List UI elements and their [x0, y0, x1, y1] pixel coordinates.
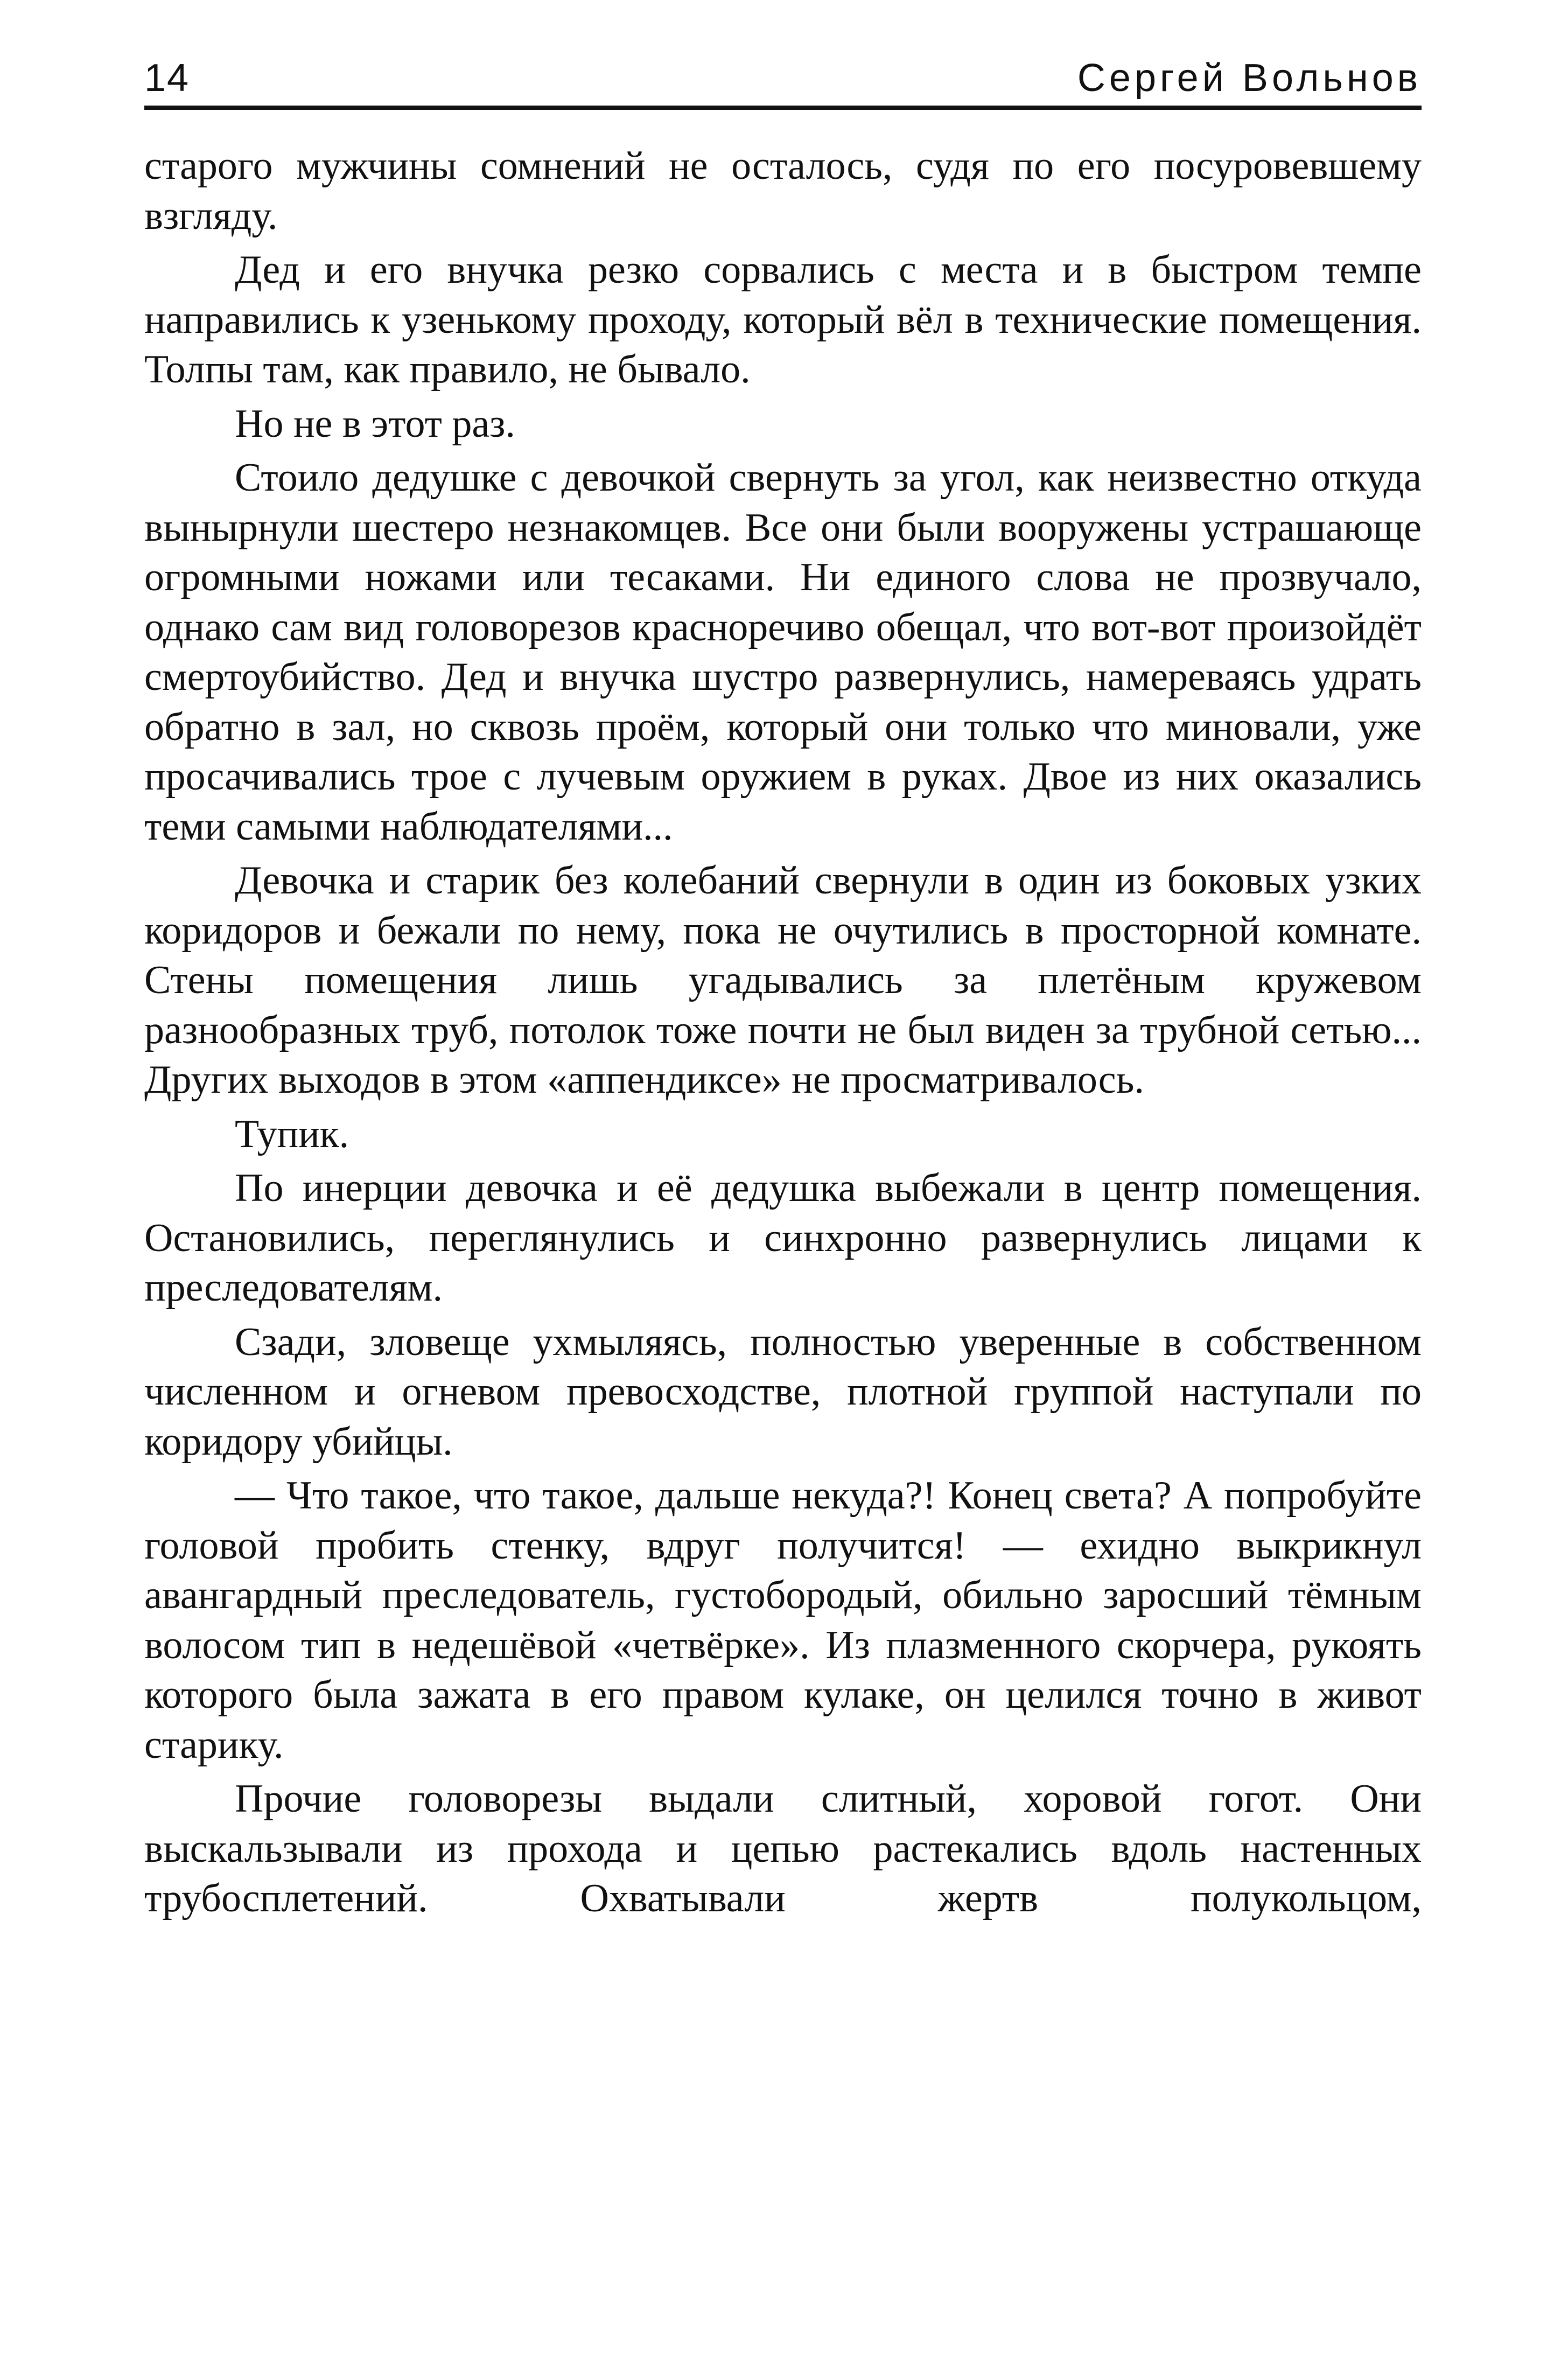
- paragraph: Тупик.: [235, 1112, 349, 1156]
- paragraph: Дед и его внучка резко сорвались с места и в быстром темпе направились к узенькому проходу, который вёл в технические помещения. Толпы там, как правило, не бывало.: [144, 248, 1422, 392]
- body-text: [144, 141, 1422, 1928]
- running-head-author: Сергей Вольнов: [1077, 57, 1422, 100]
- header-rule: [144, 106, 1422, 110]
- paragraph: Сзади, зловеще ухмыляясь, полностью уверенные в собственном численном и огневом превосходстве, плотной группой наступали по коридору убийцы.: [144, 1319, 1422, 1464]
- paragraph: Но не в этот раз.: [235, 401, 515, 446]
- paragraph: Стоило дедушке с девочкой свернуть за угол, как неизвестно откуда вынырнули шестеро незнакомцев. Все они были вооружены устрашающе огромными ножами или тесаками. Ни единого слова не прозвучало, однако сам вид головорезов красноречиво обещал, что вот-вот произойдёт смертоубийство. Дед и внучка шустро развернулись, намереваясь удрать обратно в зал, но сквозь проём, который они только что миновали, уже просачивались трое с лучевым оружием в руках. Двое из них оказались теми самыми наблюдателями...: [144, 456, 1422, 849]
- page-header: [144, 51, 1422, 110]
- paragraph: старого мужчины сомнений не осталось, судя по его посуровевшему взгляду.: [144, 144, 1422, 238]
- paragraph: Девочка и старик без колебаний свернули в один из боковых узких коридоров и бежали по нему, пока не очутились в просторной комнате. Стены помещения лишь угадывались за плетёным кружевом разнообразных труб, потолок тоже почти не был виден за трубной сетью... Других выходов в этом «аппендиксе» не просматривалось.: [144, 858, 1422, 1102]
- paragraph: Прочие головорезы выдали слитный, хоровой гогот. Они выскальзывали из прохода и цепью растекались вдоль настенных трубосплетений. Охватывали жертв полукольцом,: [144, 1777, 1422, 1920]
- paragraph: — Что такое, что такое, дальше некуда?! Конец света? А попробуйте головой пробить стенку, вдруг получится! — ехидно выкрикнул авангардный преследователь, густобородый, обильно заросший тёмным волосом тип в недешёвой «четвёрке». Из плазменного скорчера, рукоять которого была зажата в его правом кулаке, он целился точно в живот старику.: [144, 1473, 1422, 1767]
- paragraph: По инерции девочка и её дедушка выбежали в центр помещения. Остановились, переглянулись и синхронно развернулись лицами к преследователям.: [144, 1166, 1422, 1310]
- page-number: 14: [144, 57, 190, 100]
